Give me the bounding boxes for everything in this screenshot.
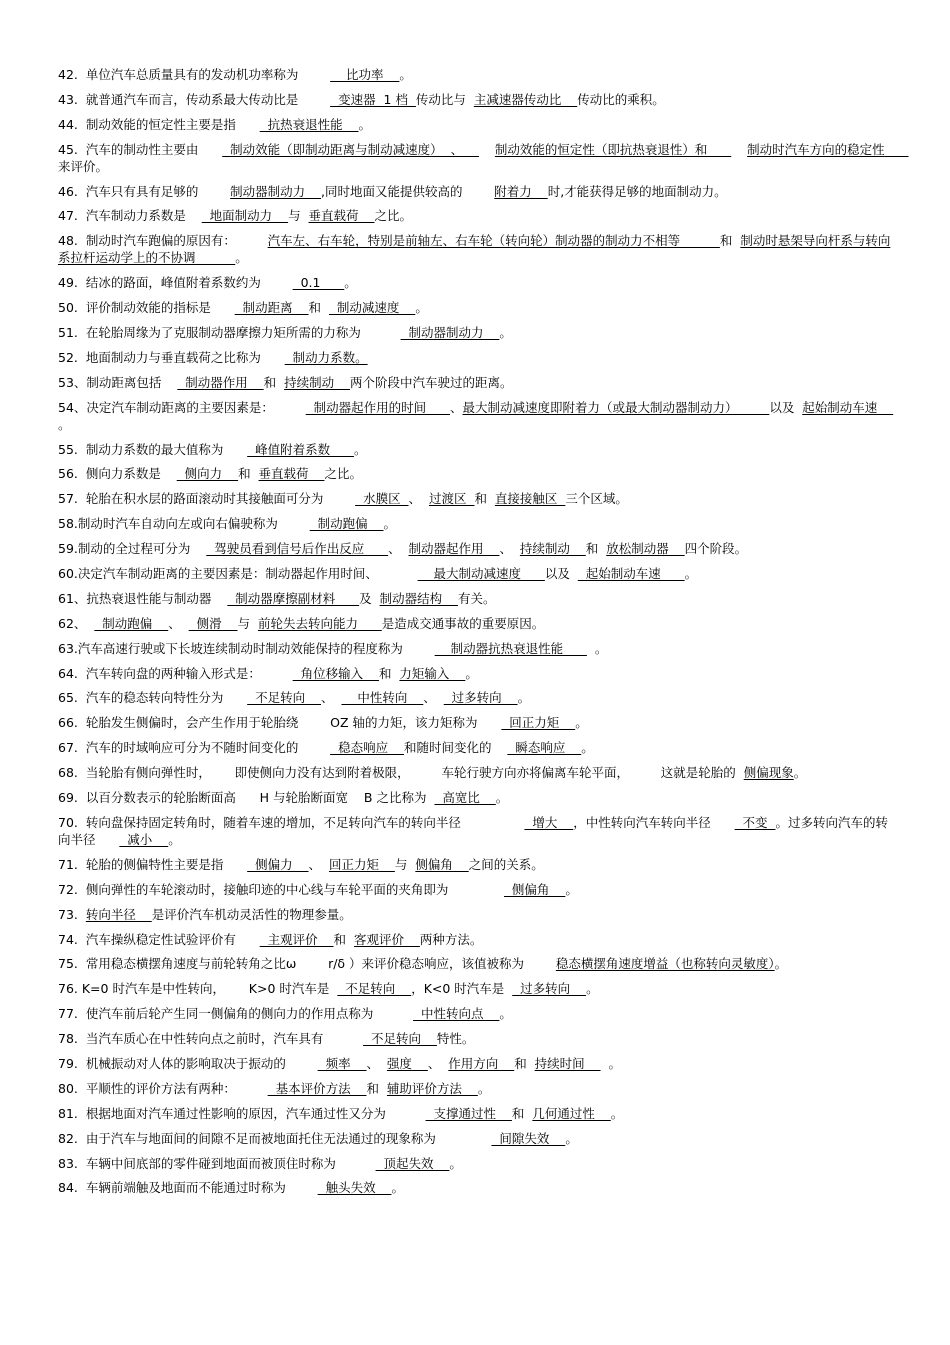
answer-blank: 间隙失效	[491, 1130, 566, 1146]
answer-blank: 制动器结构	[379, 590, 458, 606]
answer-blank: 制动跑偏	[309, 516, 384, 532]
answer-blank: 垂直载荷	[308, 208, 375, 224]
question-69	[58, 789, 896, 806]
question-text: 42. 单位汽车总质量具有的发动机功率称为	[58, 67, 331, 82]
question-text: 66. 轮胎发生侧偏时，会产生作用于轮胎绕 OZ 轴的力矩，该力矩称为	[58, 715, 502, 731]
question-text: ，K<0 时汽车是	[411, 981, 513, 997]
question-text: 。	[499, 1006, 512, 1022]
answer-blank: 制动器作用	[177, 374, 264, 390]
answer-blank: 顶起失效	[375, 1155, 450, 1171]
answer-blank: 垂直载荷	[258, 466, 325, 482]
question-text: 77. 使汽车前后轮产生同一侧偏角的侧向力的作用点称为	[58, 1006, 414, 1022]
question-text: 57. 轮胎在积水层的路面滚动时其接触面可分为	[58, 491, 356, 507]
question-83	[58, 1155, 896, 1172]
question-text: 67. 汽车的时域响应可分为不随时间变化的	[58, 740, 331, 756]
question-text: 和	[514, 1055, 535, 1071]
question-text: 81. 根据地面对汽车通过性影响的原因，汽车通过性又分为	[58, 1105, 426, 1121]
answer-blank: 前轮失去转向能力	[257, 615, 382, 631]
question-text: 50. 评价制动效能的指标是	[58, 300, 235, 316]
answer-blank: 触头失效	[317, 1180, 392, 1196]
question-46	[58, 183, 896, 200]
question-text: 63.汽车高速行驶或下长坡连续制动时制动效能保持的程度称为	[58, 640, 435, 656]
answer-blank: 制动距离	[234, 300, 309, 316]
answer-blank: 辅助评价方法	[386, 1080, 478, 1096]
question-70	[58, 814, 896, 848]
question-text: 和	[366, 1080, 387, 1096]
question-text: 。	[168, 831, 181, 847]
question-text: 59.制动的全过程可分为	[58, 541, 207, 557]
question-text: 80. 平顺性的评价方法有两种：	[58, 1080, 268, 1096]
question-text: 和	[378, 665, 400, 681]
answer-blank: 作用方向	[448, 1055, 515, 1071]
answer-blank: 制动时悬架导向杆系与转向系拉杆运动学上的不协调	[58, 233, 891, 266]
answer-blank: 制动时汽车方向的稳定性	[747, 141, 909, 157]
question-72	[58, 881, 896, 898]
question-text: 。	[235, 250, 248, 266]
question-text: 53、制动距离包括	[58, 374, 178, 390]
answer-blank: 高宽比	[434, 790, 496, 806]
answer-blank: 不足转向	[247, 690, 322, 706]
answer-blank: 强度	[386, 1055, 428, 1071]
question-73	[58, 906, 896, 923]
question-text: 和随时间变化的	[403, 740, 508, 756]
question-text: 74. 汽车操纵稳定性试验评价有	[58, 931, 260, 947]
question-54	[58, 399, 896, 433]
question-text: 。	[581, 740, 594, 756]
question-text	[731, 142, 747, 157]
question-text: 。	[499, 325, 512, 341]
answer-blank: 侧偏角	[415, 856, 469, 872]
question-67	[58, 739, 896, 756]
answer-blank: 制动器抗热衰退性能	[434, 640, 587, 656]
question-text: 。	[565, 1130, 578, 1146]
question-text: 三个区域。	[565, 491, 628, 507]
question-text: 。	[600, 1055, 621, 1071]
question-text: 48. 制动时汽车跑偏的原因有：	[58, 233, 268, 249]
answer-blank: 制动跑偏	[94, 615, 169, 631]
question-62	[58, 615, 896, 632]
answer-blank: 0.1	[292, 275, 345, 291]
answer-blank: 比功率	[330, 67, 400, 82]
question-text: 78. 当汽车质心在中性转向点之前时，汽车具有	[58, 1031, 364, 1047]
question-text: 传动比与	[415, 91, 474, 107]
answer-blank: 不足转向	[363, 1031, 437, 1047]
question-text: 56. 侧向力系数是	[58, 466, 177, 482]
answer-blank: 侧滑	[188, 615, 238, 631]
answer-blank: 制动效能的恒定性（即抗热衰退性）和	[494, 141, 732, 157]
answer-blank: 制动力系数。	[284, 349, 368, 365]
answer-blank: 过渡区	[428, 491, 475, 507]
question-text: 及	[359, 590, 380, 606]
question-text: 以及	[544, 566, 578, 582]
answer-blank: 地面制动力	[201, 208, 289, 224]
question-text: 和	[719, 233, 741, 249]
question-42	[58, 66, 896, 83]
question-81	[58, 1105, 896, 1122]
question-text: 是造成交通事故的重要原因。	[381, 615, 545, 631]
question-text: 有关。	[457, 590, 496, 606]
question-text: 。	[465, 665, 478, 681]
question-77	[58, 1005, 896, 1022]
question-text: 。	[793, 765, 807, 781]
question-text: 43. 就普通汽车而言，传动系最大传动比是	[58, 91, 331, 107]
question-84	[58, 1179, 896, 1196]
answer-blank: 持续制动	[284, 374, 351, 390]
answer-blank: 起始制动车速	[802, 399, 894, 415]
answer-blank: 减小	[119, 831, 169, 847]
answer-blank: 回正力矩	[328, 856, 395, 872]
answer-blank: 频率	[317, 1055, 367, 1071]
question-48	[58, 232, 896, 266]
question-text: 70. 转向盘保持固定转角时，随着车速的增加，不足转向汽车的转向半径	[58, 814, 525, 830]
question-66	[58, 714, 896, 731]
question-text: 。过多转向汽车的转向半径	[58, 814, 889, 847]
question-56	[58, 465, 896, 482]
answer-blank: 持续时间	[534, 1055, 601, 1071]
question-text: 。	[575, 715, 588, 731]
answer-blank: 主观评价	[259, 931, 334, 947]
question-text: 51. 在轮胎周缘为了克服制动器摩擦力矩所需的力称为	[58, 325, 401, 341]
question-text: 之比。	[324, 466, 362, 482]
question-text: 61、抗热衰退性能与制动器	[58, 590, 228, 606]
question-text: 四个阶段。	[684, 541, 748, 557]
question-45	[58, 141, 909, 175]
question-text: 、	[366, 1055, 387, 1071]
answer-blank: 驾驶员看到信号后作出反应	[206, 541, 389, 557]
question-text: 。	[684, 566, 698, 582]
question-text: ，中性转向汽车转向半径	[573, 814, 735, 830]
question-text: 83. 车辆中间底部的零件碰到地面而被顶住时称为	[58, 1155, 376, 1171]
question-text: 两种方法。	[419, 931, 483, 947]
question-text: 。	[391, 1180, 404, 1196]
answer-blank: 制动器制动力	[400, 325, 500, 341]
question-text: 54、决定汽车制动距离的主要因素是：	[58, 399, 306, 415]
question-text: 来评价。	[58, 158, 109, 174]
question-text	[479, 142, 495, 157]
answer-blank: 制动器起作用	[408, 541, 500, 557]
question-59	[58, 540, 896, 557]
question-75	[58, 955, 896, 972]
question-82	[58, 1130, 896, 1147]
answer-blank: 起始制动车速	[577, 566, 685, 582]
answer-blank: 转向半径	[85, 906, 152, 922]
answer-blank: 回正力矩	[501, 715, 576, 731]
question-text: 特性。	[436, 1031, 475, 1047]
question-text: 49. 结冰的路面，峰值附着系数约为	[58, 275, 293, 291]
answer-blank: 附着力	[494, 183, 548, 199]
question-65	[58, 689, 896, 706]
question-text: 62、	[58, 615, 95, 631]
answer-blank: 中性转向	[341, 690, 424, 706]
question-text: 、	[388, 541, 409, 557]
answer-blank: 侧向力	[176, 466, 239, 482]
question-text: 、	[168, 615, 189, 631]
question-text: 、	[423, 690, 444, 706]
answer-blank: 增大	[524, 814, 574, 830]
question-text: 、	[499, 541, 520, 557]
answer-blank: 最大制动减速度	[417, 566, 545, 582]
answer-blank: 峰值附着系数	[247, 441, 354, 457]
question-60	[58, 565, 896, 582]
question-text: 60.决定汽车制动距离的主要因素是：制动器起作用时间、	[58, 566, 418, 582]
question-text: ,同时地面又能提供较高的	[321, 183, 495, 199]
question-61	[58, 590, 896, 607]
answer-blank: 稳态响应	[330, 740, 404, 756]
answer-blank: 汽车左、右车轮，特别是前轴左、右车轮（转向轮）制动器的制动力不相等	[267, 233, 720, 249]
question-text: 和	[238, 466, 259, 482]
question-64	[58, 665, 896, 682]
question-text: 71. 轮胎的侧偏特性主要是指	[58, 856, 248, 872]
question-text: 。	[477, 1080, 491, 1096]
question-text: 。	[565, 881, 578, 897]
question-68	[58, 764, 896, 781]
answer-blank: 最大制动减速度即附着力（或最大制动器制动力）	[462, 399, 770, 415]
question-text: 84. 车辆前端触及地面而不能通过时称为	[58, 1180, 318, 1196]
question-text: 。	[586, 640, 608, 656]
question-text: 、	[308, 856, 329, 872]
answer-blank: 力矩输入	[399, 665, 466, 681]
question-text: 55. 制动力系数的最大值称为	[58, 441, 248, 457]
question-text: 和	[474, 491, 495, 507]
answer-blank: 侧偏现象	[743, 765, 794, 781]
answer-blank: 不足转向	[337, 981, 412, 997]
answer-blank: 直接接触区	[494, 491, 566, 507]
question-text: 。	[517, 690, 531, 706]
question-text: 75. 常用稳态横摆角速度与前轮转角之比ω r/δ ）来评价稳态响应，该值被称为	[58, 956, 556, 972]
answer-blank: 瞬态响应	[507, 740, 582, 756]
question-text: 68. 当轮胎有侧向弹性时， 即使侧向力没有达到附着极限， 车轮行驶方向亦将偏离车轮平面， 这就是轮胎的	[58, 765, 744, 781]
question-text: 和	[263, 374, 285, 390]
question-63	[58, 640, 896, 657]
question-80	[58, 1080, 896, 1097]
question-text: 以及	[769, 399, 803, 415]
answer-blank: 几何通过性	[532, 1105, 611, 1121]
question-text: 69. 以百分数表示的轮胎断面高 H 与轮胎断面宽 B 之比称为	[58, 790, 435, 806]
question-text: 46. 汽车只有具有足够的	[58, 183, 231, 199]
answer-blank: 支撑通过性	[425, 1105, 512, 1121]
question-text: 。	[415, 300, 428, 316]
question-76	[58, 980, 896, 997]
question-text: 79. 机械振动对人体的影响取决于振动的	[58, 1055, 318, 1071]
question-text: 44. 制动效能的恒定性主要是指	[58, 116, 260, 132]
answer-blank: 侧偏角	[503, 881, 566, 897]
answer-blank: 侧偏力	[247, 856, 309, 872]
question-text: 64. 汽车转向盘的两种输入形式是：	[58, 665, 293, 681]
question-text: 72. 侧向弹性的车轮滚动时，接触印迹的中心线与车轮平面的夹角即为	[58, 881, 504, 897]
question-text: 和	[333, 931, 354, 947]
answer-blank: 抗热衰退性能	[259, 116, 359, 132]
answer-blank: 主减速器传动比	[473, 91, 578, 107]
question-51	[58, 324, 896, 341]
question-text: 。	[399, 67, 412, 82]
answer-blank: 过多转向	[512, 981, 587, 997]
question-71	[58, 856, 896, 873]
question-text: 之间的关系。	[468, 856, 544, 872]
question-text: 。	[344, 275, 357, 291]
question-text: 和	[511, 1105, 533, 1121]
question-55	[58, 441, 896, 458]
question-text: 。	[58, 416, 71, 432]
question-57	[58, 490, 896, 507]
answer-blank: 水膜区	[355, 491, 409, 507]
question-58	[58, 515, 896, 532]
question-53	[58, 374, 896, 391]
answer-blank: 持续制动	[519, 541, 586, 557]
question-text: 。	[586, 981, 599, 997]
answer-blank: 不变	[734, 814, 776, 830]
question-78	[58, 1030, 896, 1047]
answer-blank: 制动器起作用的时间	[305, 399, 450, 415]
answer-blank: 客观评价	[353, 931, 420, 947]
question-text: 。	[353, 441, 367, 457]
answer-blank: 中性转向点	[413, 1006, 500, 1022]
question-text: 47. 汽车制动力系数是	[58, 208, 202, 224]
question-text: 两个阶段中汽车驶过的距离。	[350, 374, 513, 390]
question-text: 时,才能获得足够的地面制动力。	[547, 183, 727, 199]
question-text: 。	[383, 516, 397, 532]
question-text: 、	[450, 399, 463, 415]
question-49	[58, 274, 896, 291]
document-body	[58, 66, 909, 1204]
question-text: 58.制动时汽车自动向左或向右偏驶称为	[58, 516, 310, 532]
question-text: 、	[427, 1055, 449, 1071]
question-50	[58, 299, 896, 316]
question-text: 、	[408, 491, 429, 507]
question-text: 。	[495, 790, 509, 806]
question-text: 和	[585, 541, 607, 557]
question-text: 传动比的乘积。	[577, 91, 665, 107]
question-text: 、	[321, 690, 342, 706]
question-text: 与	[394, 856, 416, 872]
answer-blank: 过多转向	[443, 690, 518, 706]
question-text: 和	[308, 300, 329, 316]
answer-blank: 制动器摩擦副材料	[227, 590, 360, 606]
answer-blank: 基本评价方法	[267, 1080, 367, 1096]
question-44	[58, 116, 896, 133]
question-47	[58, 207, 896, 224]
question-79	[58, 1055, 896, 1072]
question-52	[58, 349, 896, 366]
question-text: 。	[774, 956, 788, 972]
question-text: 是评价汽车机动灵活性的物理参量。	[151, 906, 352, 922]
question-text: 。	[610, 1105, 624, 1121]
question-text: 76. K=0 时汽车是中性转向， K>0 时汽车是	[58, 981, 338, 997]
answer-blank: 放松制动器	[606, 541, 685, 557]
answer-blank: 制动减速度	[328, 300, 416, 316]
answer-blank: 稳态横摆角速度增益（也称转向灵敏度）	[555, 956, 775, 972]
question-text: 65. 汽车的稳态转向特性分为	[58, 690, 248, 706]
question-text: 与	[288, 208, 309, 224]
question-74	[58, 931, 896, 948]
question-text: 与	[237, 615, 258, 631]
answer-blank: 制动效能（即制动距离与制动减速度） 、	[222, 141, 479, 157]
question-text: 。	[449, 1155, 462, 1171]
answer-blank: 变速器 1 档	[330, 91, 416, 107]
answer-blank: 角位移输入	[292, 665, 379, 681]
question-text: 52. 地面制动力与垂直载荷之比称为	[58, 349, 285, 365]
question-text: 之比。	[374, 208, 412, 224]
question-43	[58, 91, 896, 108]
question-text: 。	[358, 116, 372, 132]
question-text: 45. 汽车的制动性主要由	[58, 141, 223, 157]
question-text: 73.	[58, 906, 86, 922]
question-text: 82. 由于汽车与地面间的间隙不足而被地面托住无法通过的现象称为	[58, 1130, 492, 1146]
answer-blank: 制动器制动力	[230, 183, 322, 199]
